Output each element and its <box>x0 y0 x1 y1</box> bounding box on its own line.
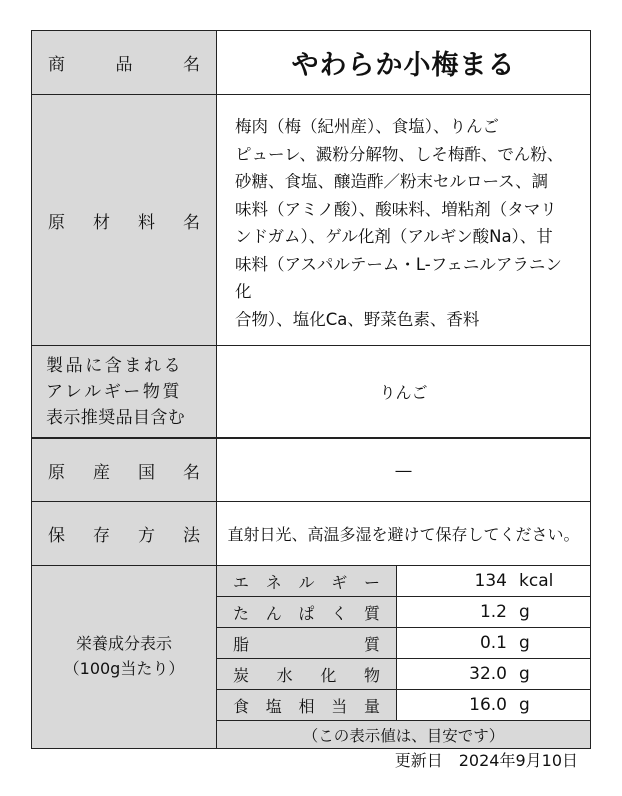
heading-char: 炭 <box>233 665 250 685</box>
heading-char: ん <box>265 603 282 623</box>
nutrition-note: （この表示値は、目安です） <box>217 721 590 748</box>
nutrition-heading-title: 栄養成分表示 <box>75 634 172 654</box>
nutrient-value: 0.1 <box>479 633 507 653</box>
nutrient-unit: g <box>519 602 530 622</box>
allergy-heading-line: 製品に含まれる <box>46 355 184 376</box>
origin-value: ― <box>395 460 412 480</box>
heading-char: 質 <box>363 603 380 623</box>
heading-char: 脂 <box>233 634 250 654</box>
product-name-value: やわらか小梅まる <box>291 50 516 81</box>
storage-row <box>32 502 590 566</box>
origin-heading <box>32 439 217 501</box>
heading-char: 材 <box>93 212 110 233</box>
nutrient-unit: kcal <box>519 571 554 591</box>
heading-char: 量 <box>363 696 380 716</box>
heading-char: 名 <box>183 212 200 233</box>
heading-char: 方 <box>138 526 155 546</box>
allergy-value: りんご <box>379 383 428 402</box>
nutrient-amount <box>397 690 590 720</box>
storage-heading <box>32 502 217 565</box>
product-name-row <box>32 31 590 95</box>
ingredients-row <box>32 95 590 346</box>
nutrient-amount <box>397 566 590 596</box>
heading-char: 物 <box>363 665 380 685</box>
heading-char: 食 <box>233 696 250 716</box>
heading-char: 化 <box>320 665 337 685</box>
nutrient-value: 1.2 <box>479 602 507 622</box>
heading-char: ー <box>363 572 380 592</box>
heading-char: ル <box>298 572 315 592</box>
nutrient-unit: g <box>519 664 530 684</box>
ingredients-value <box>217 95 590 345</box>
heading-char: 産 <box>93 462 110 483</box>
ingredients-line: 合物）、塩化Ca、野菜色素、香料 <box>235 309 480 329</box>
nutrient-name <box>217 628 397 658</box>
nutrition-row-item <box>217 628 590 659</box>
nutrient-name <box>217 690 397 720</box>
nutrient-name <box>217 597 397 627</box>
updated-date: 更新日 2024年9月10日 <box>394 751 578 770</box>
heading-char: 当 <box>331 696 348 716</box>
heading-char: 法 <box>183 526 200 546</box>
ingredients-line: ンドガム）、ゲル化剤（アルギン酸Na）、甘 <box>235 227 553 246</box>
heading-char: 名 <box>183 462 200 483</box>
nutrient-unit: g <box>519 633 530 653</box>
heading-char: ネ <box>265 572 282 592</box>
heading-char: 品 <box>115 55 133 75</box>
heading-char: ぱ <box>298 603 315 623</box>
nutrition-row-item <box>217 597 590 628</box>
heading-char: く <box>331 603 348 623</box>
heading-char: 保 <box>48 526 65 546</box>
nutrition-heading <box>32 566 217 748</box>
heading-char: 国 <box>138 462 155 483</box>
nutrition-table <box>217 566 590 748</box>
allergy-heading-line: アレルギー物質 <box>46 381 183 402</box>
nutrient-name <box>217 659 397 689</box>
heading-char: 商 <box>48 55 65 75</box>
nutrient-value: 134 <box>474 571 507 591</box>
ingredients-heading <box>32 95 217 345</box>
heading-char: 存 <box>93 526 110 546</box>
nutrient-amount <box>397 628 590 658</box>
nutrient-value: 16.0 <box>469 695 507 715</box>
nutrient-amount <box>397 597 590 627</box>
heading-char: た <box>233 603 250 623</box>
nutrition-row-item <box>217 566 590 597</box>
heading-char: ギ <box>331 572 348 592</box>
ingredients-line: ピューレ、澱粉分解物、しそ梅酢、でん粉、 <box>235 144 564 164</box>
product-name-heading <box>32 31 217 94</box>
heading-char: 相 <box>298 696 315 716</box>
heading-char: 水 <box>276 665 293 685</box>
nutrition-row-item <box>217 690 590 721</box>
nutrient-amount <box>397 659 590 689</box>
nutrition-row-item <box>217 659 590 690</box>
ingredients-line: 味料（アミノ酸）、酸味料、増粘剤（タマリ <box>235 199 557 219</box>
heading-char: 原 <box>48 462 65 483</box>
food-label-table <box>31 30 591 749</box>
allergy-row <box>32 346 590 439</box>
storage-value: 直射日光、高温多湿を避けて保存してください。 <box>227 525 580 544</box>
heading-char: 原 <box>48 212 65 233</box>
ingredients-line: 梅肉（梅（紀州産）、食塩）、りんご <box>235 117 499 136</box>
nutrient-unit: g <box>519 695 530 715</box>
ingredients-line: 砂糖、食塩、醸造酢／粉末セルロース、調 <box>235 172 549 191</box>
nutrient-value: 32.0 <box>469 664 507 684</box>
heading-char: 名 <box>183 55 200 75</box>
allergy-heading <box>32 346 217 437</box>
allergy-heading-line: 表示推奨品目含む <box>46 407 186 428</box>
origin-row <box>32 439 590 502</box>
nutrition-row <box>32 566 590 748</box>
heading-char: 塩 <box>265 696 282 716</box>
nutrient-name <box>217 566 397 596</box>
heading-char: エ <box>233 572 250 592</box>
ingredients-line: 味料（アスパルテーム・L-フェニルアラニン化 <box>235 254 562 301</box>
heading-char: 料 <box>138 212 155 233</box>
nutrition-heading-basis: （100g当たり） <box>63 659 185 678</box>
heading-char: 質 <box>363 634 380 654</box>
